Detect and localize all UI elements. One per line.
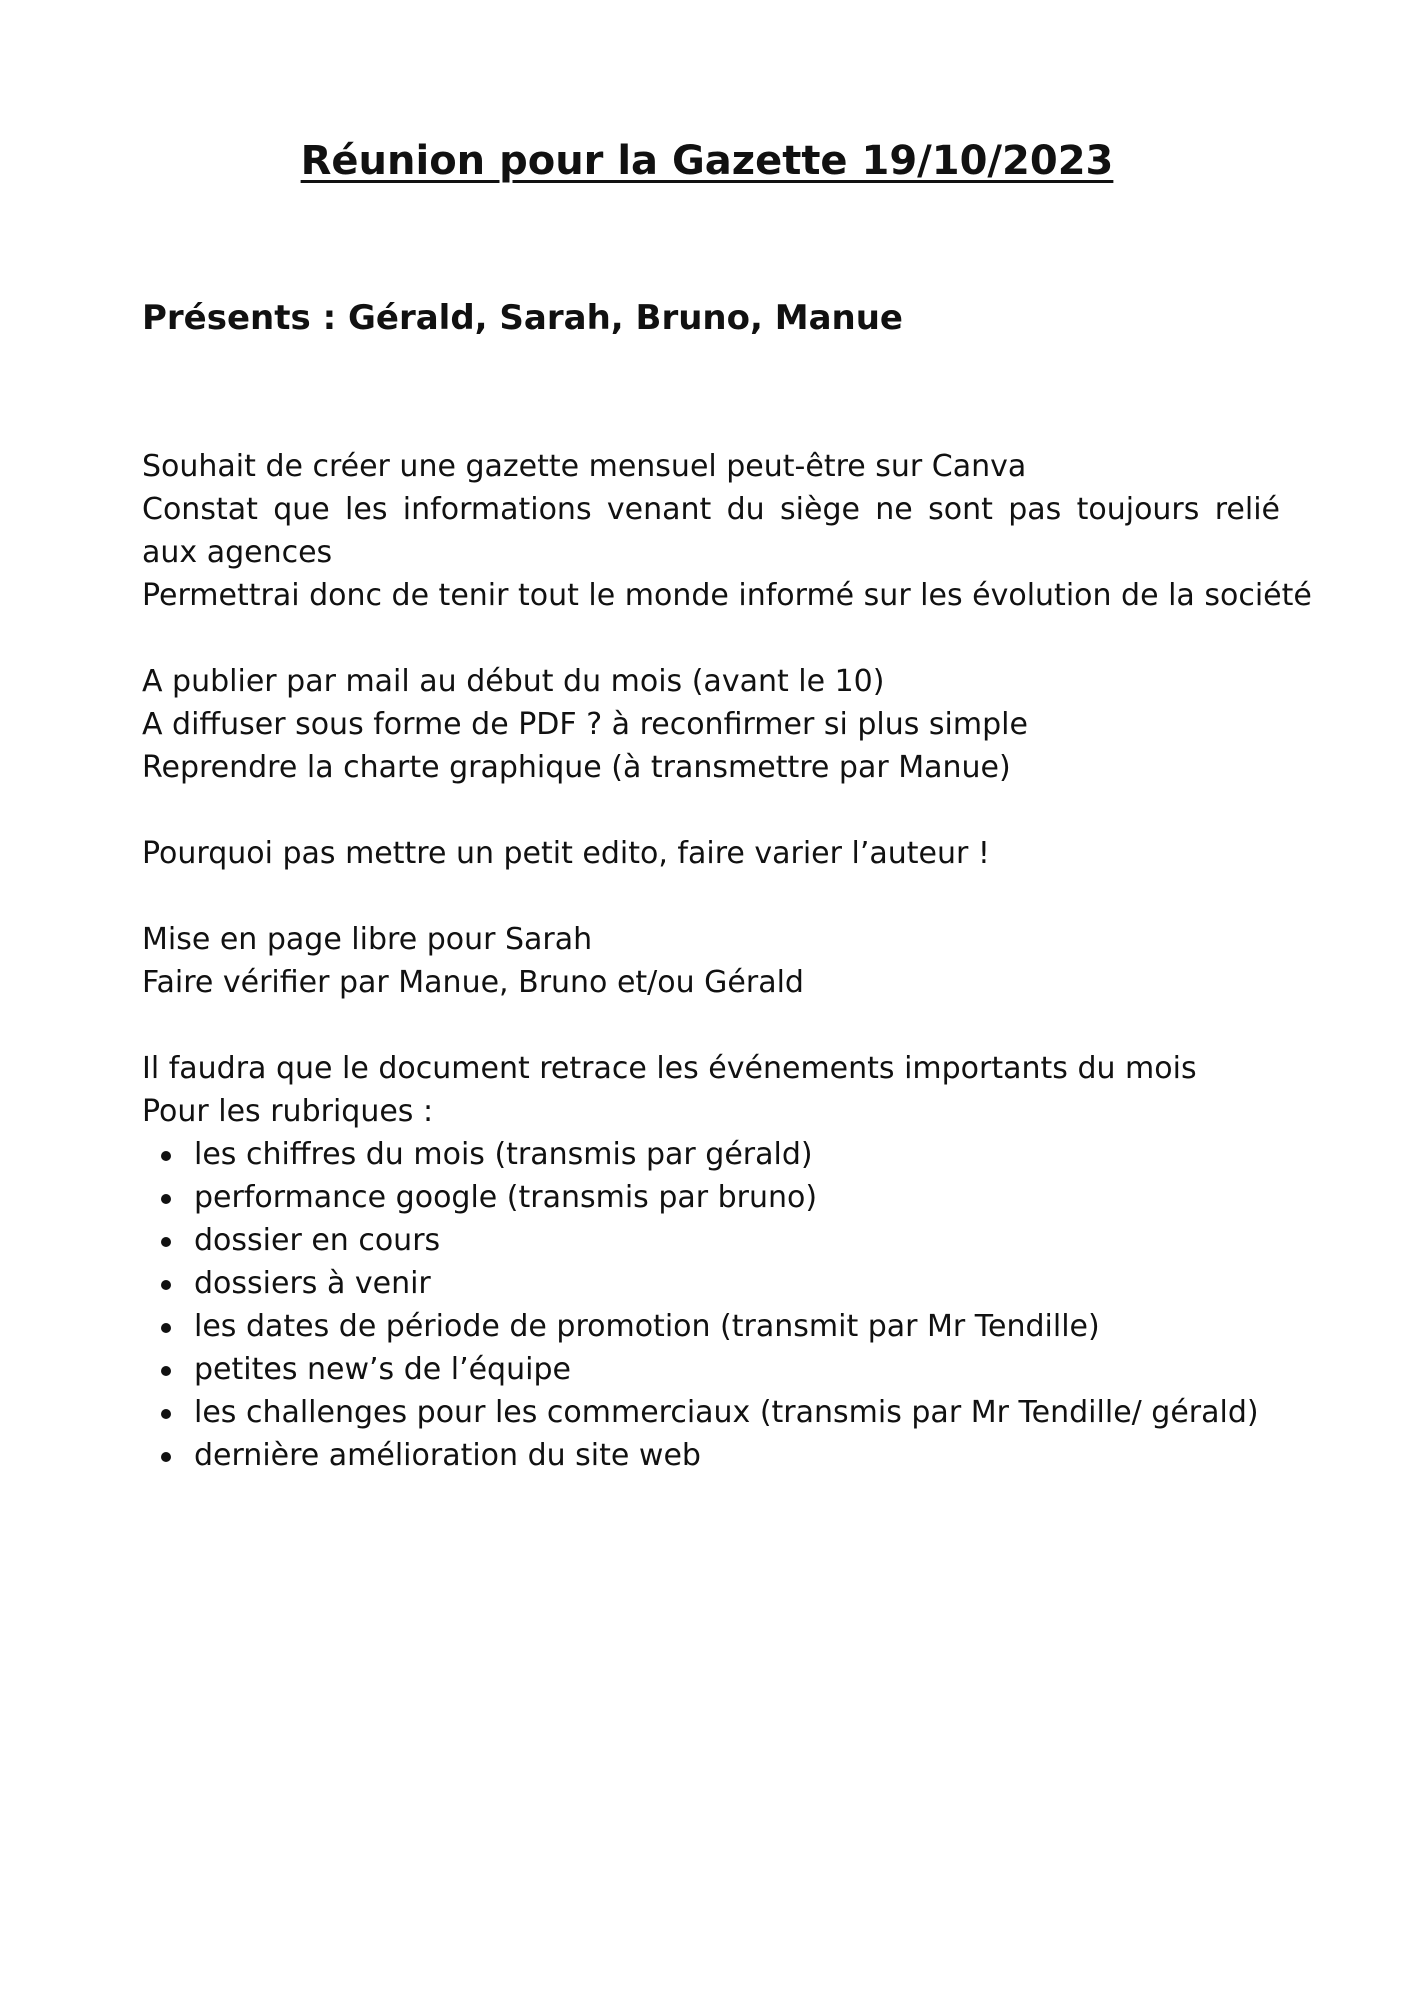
paragraph1-line1: Souhait de créer une gazette mensuel peut-être sur Canva — [142, 449, 1027, 484]
rubrique-item: dernière amélioration du site web — [194, 1434, 1280, 1477]
paragraph4-line2: Faire vérifier par Manue, Bruno et/ou Gérald — [142, 965, 804, 1000]
rubrique-item: petites new’s de l’équipe — [194, 1348, 1280, 1391]
rubrique-item: les challenges pour les commerciaux (transmis par Mr Tendille/ gérald) — [194, 1391, 1280, 1434]
paragraph1-line2: Constat que les informations venant du siège ne sont pas toujours relié aux agences — [142, 492, 1280, 570]
rubriques-list — [142, 1133, 1280, 1477]
paragraph3-line1: Pourquoi pas mettre un petit edito, faire varier l’auteur ! — [142, 836, 990, 871]
document-title: Réunion pour la Gazette 19/10/2023 — [300, 138, 1114, 184]
paragraph5-line2: Pour les rubriques : — [142, 1094, 434, 1129]
paragraph-gap — [142, 789, 1280, 832]
paragraph1-line3: Permettrai donc de tenir tout le monde informé sur les évolution de la société — [142, 578, 1312, 613]
rubrique-item: dossier en cours — [194, 1219, 1280, 1262]
paragraph2-line3: Reprendre la charte graphique (à transmettre par Manue) — [142, 750, 1011, 785]
rubrique-item: les dates de période de promotion (transmit par Mr Tendille) — [194, 1305, 1280, 1348]
rubrique-item: performance google (transmis par bruno) — [194, 1176, 1280, 1219]
paragraph-gap — [142, 1004, 1280, 1047]
paragraph4-line1: Mise en page libre pour Sarah — [142, 922, 593, 957]
paragraph2-line1: A publier par mail au début du mois (avant le 10) — [142, 664, 885, 699]
paragraph2-line2: A diffuser sous forme de PDF ? à reconfirmer si plus simple — [142, 707, 1028, 742]
paragraph5-line1: Il faudra que le document retrace les événements importants du mois — [142, 1051, 1197, 1086]
rubrique-item: dossiers à venir — [194, 1262, 1280, 1305]
rubrique-item: les chiffres du mois (transmis par gérald) — [194, 1133, 1280, 1176]
paragraph-gap — [142, 875, 1280, 918]
paragraph-gap — [142, 617, 1280, 660]
document-body — [142, 445, 1312, 1477]
attendees-line: Présents : Gérald, Sarah, Bruno, Manue — [142, 298, 903, 338]
